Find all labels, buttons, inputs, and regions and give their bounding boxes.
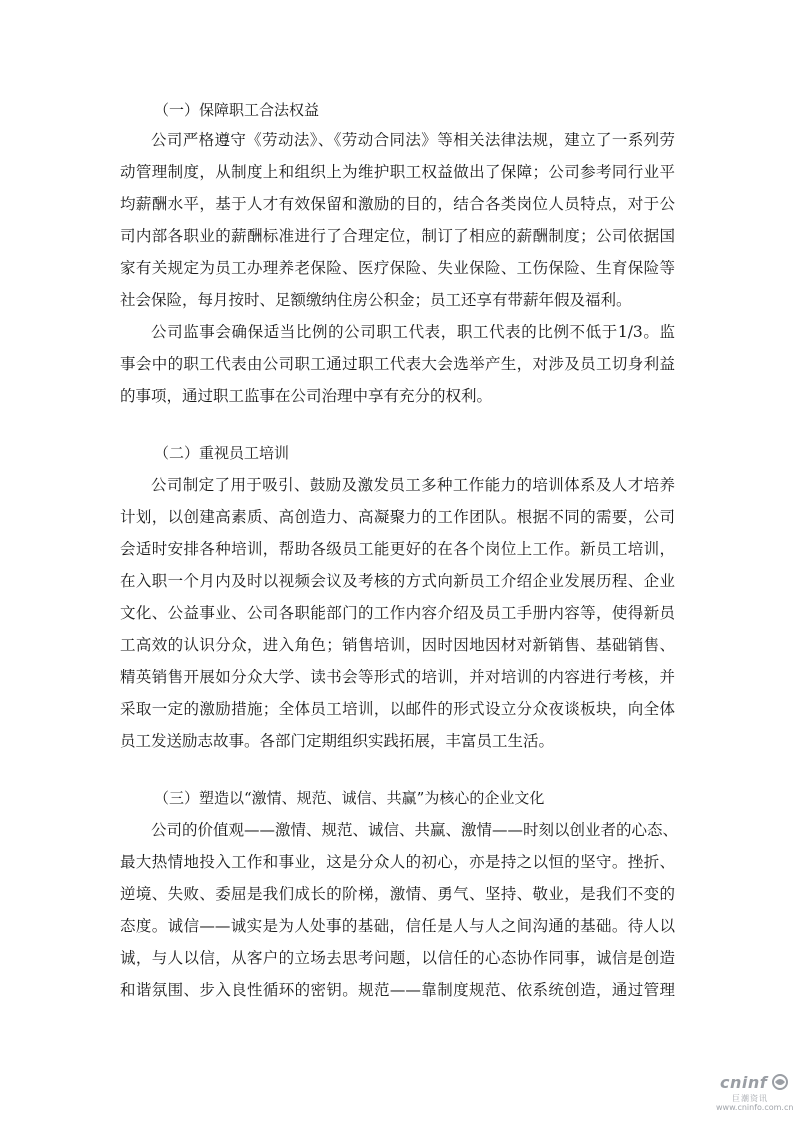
section-2-p1-line: 精英销售开展如分众大学、读书会等形式的培训，并对培训的内容进行考核，并 (120, 668, 675, 686)
section-1-p1-line: 家有关规定为员工办理养老保险、医疗保险、失业保险、工伤保险、生育保险等 (120, 259, 675, 277)
cninfo-swirl-icon (772, 1074, 788, 1090)
section-3-heading: （三）塑造以“激情、规范、诚信、共赢”为核心的企业文化 (154, 789, 545, 807)
section-1-p1-line: 均薪酬水平，基于人才有效保留和激励的目的，结合各类岗位人员特点，对于公 (120, 195, 675, 213)
watermark-brand: cninf (720, 1073, 768, 1092)
section-2-p1-line: 计划，以创建高素质、高创造力、高凝聚力的工作团队。根据不同的需要，公司 (120, 508, 675, 526)
section-1-p1-line: 司内部各职业的薪酬标准进行了合理定位，制订了相应的薪酬制度；公司依据国 (120, 227, 675, 245)
section-2-p1-line: 公司制定了用于吸引、鼓励及激发员工多种工作能力的培训体系及人才培养 (151, 476, 675, 494)
cninfo-watermark-logo (712, 1073, 792, 1113)
section-2-p1-line: 工高效的认识分众，进入角色；销售培训，因时因地因材对新销售、基础销售、 (120, 636, 675, 654)
section-2-p1-line: 员工发送励志故事。各部门定期组织实践拓展，丰富员工生活。 (120, 732, 555, 750)
section-1-p2-line: 事会中的职工代表由公司职工通过职工代表大会选举产生，对涉及员工切身利益 (120, 355, 675, 373)
section-1-p1-line: 动管理制度，从制度上和组织上为维护职工权益做出了保障；公司参考同行业平 (120, 163, 675, 181)
section-3-p1-line: 和谐氛围、步入良性循环的密钥。规范——靠制度规范、依系统创造，通过管理 (120, 981, 675, 999)
section-2-p1-line: 在入职一个月内及时以视频会议及考核的方式向新员工介绍企业发展历程、企业 (120, 572, 675, 590)
section-1-heading: （一）保障职工合法权益 (154, 101, 320, 119)
section-1-p2-line: 公司监事会确保适当比例的公司职工代表，职工代表的比例不低于1/3。监 (151, 323, 675, 341)
section-2-p1-line: 采取一定的激励措施；全体员工培训，以邮件的形式设立分众夜谈板块，向全体 (120, 700, 675, 718)
watermark-cn-name: 巨潮资讯 (732, 1094, 768, 1103)
section-3-p1-line: 公司的价值观——激情、规范、诚信、共赢、激情——时刻以创业者的心态、 (151, 821, 679, 839)
section-2-p1-line: 会适时安排各种培训，帮助各级员工能更好的在各个岗位上工作。新员工培训， (120, 540, 675, 558)
section-2-heading: （二）重视员工培训 (154, 444, 290, 462)
section-1-p1-line: 公司严格遵守《劳动法》、《劳动合同法》等相关法律法规，建立了一系列劳 (151, 131, 675, 149)
section-3-p1-line: 态度。诚信——诚实是为人处事的基础，信任是人与人之间沟通的基础。待人以 (120, 917, 675, 935)
section-3-p1-line: 诚，与人以信，从客户的立场去思考问题，以信任的心态协作同事，诚信是创造 (120, 949, 675, 967)
watermark-url: www.cninfo.com.cn (716, 1103, 793, 1112)
section-1-p1-line: 社会保险，每月按时、足额缴纳住房公积金；员工还享有带薪年假及福利。 (120, 291, 632, 309)
section-1-p2-line: 的事项，通过职工监事在公司治理中享有充分的权利。 (120, 387, 493, 405)
section-3-p1-line: 最大热情地投入工作和事业，这是分众人的初心，亦是持之以恒的坚守。挫折、 (120, 853, 675, 871)
section-3-p1-line: 逆境、失败、委屈是我们成长的阶梯，激情、勇气、坚持、敬业，是我们不变的 (120, 885, 675, 903)
section-2-p1-line: 文化、公益事业、公司各职能部门的工作内容介绍及员工手册内容等，使得新员 (120, 604, 675, 622)
